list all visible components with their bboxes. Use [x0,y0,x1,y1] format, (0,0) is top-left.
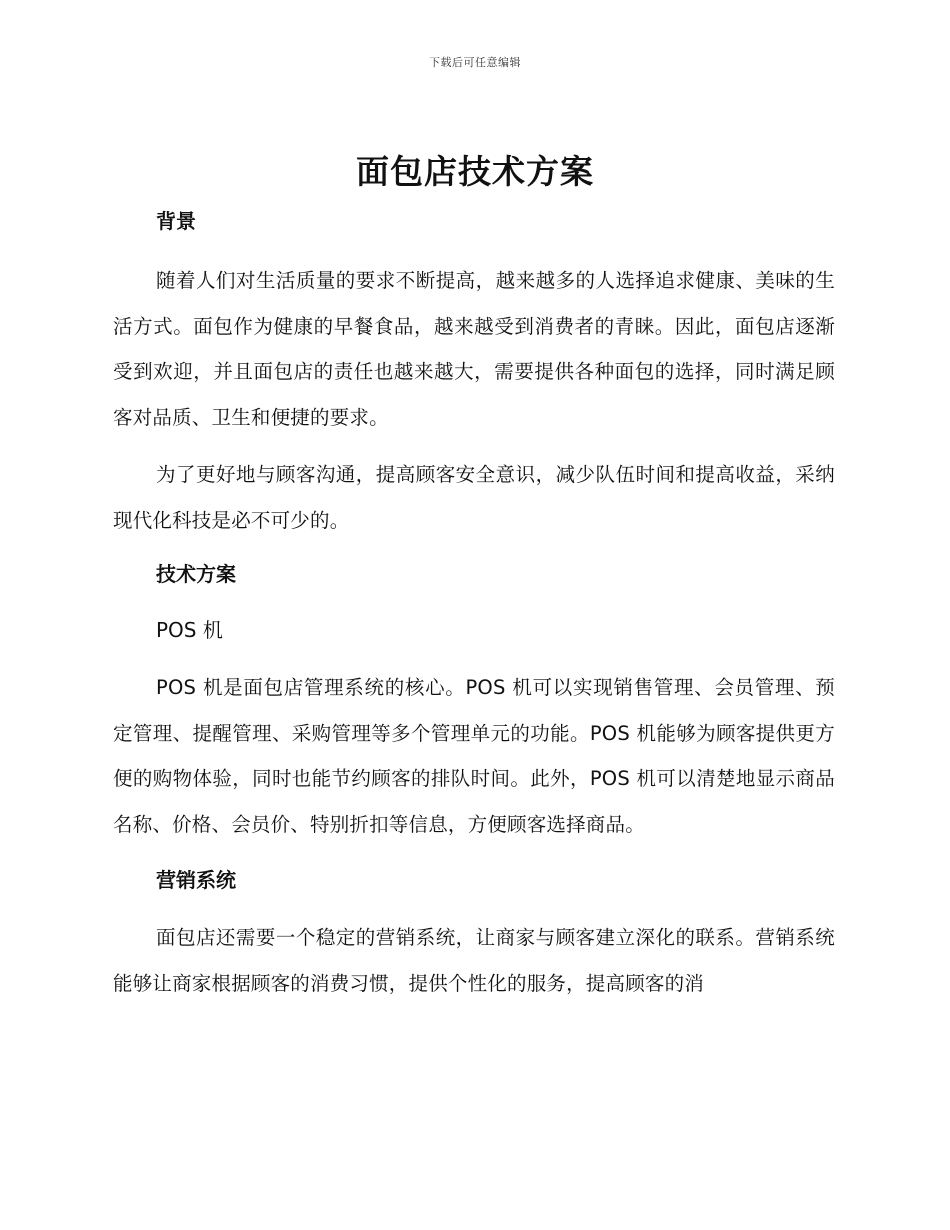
section-heading-background: 背景 [156,209,196,233]
section-heading-tech-plan: 技术方案 [156,562,236,586]
document-title: 面包店技术方案 [356,152,594,191]
paragraph-background-1: 随着人们对生活质量的要求不断提高，越来越多的人选择追求健康、美味的生活方式。面包作为健康的早餐食品，越来越受到消费者的青睐。因此，面包店逐渐受到欢迎，并且面包店的责任也越来越大，需要提供各种面包的选择，同时满足顾客对品质、卫生和便捷的要求。 [113,269,835,429]
paragraph-background-2: 为了更好地与顾客沟通，提高顾客安全意识，减少队伍时间和提高收益，采纳现代化科技是必不可少的。 [113,463,835,532]
section-heading-pos: POS 机 [156,618,223,642]
paragraph-pos: POS 机是面包店管理系统的核心。POS 机可以实现销售管理、会员管理、预定管理、提醒管理、采购管理等多个管理单元的功能。POS 机能够为顾客提供更方便的购物体验，同时也能节约顾客的排队时间。此外，POS 机可以清楚地显示商品名称、价格、会员价、特别折扣等信息，方便顾客选择商品。 [113,676,835,836]
header-note: 下载后可任意编辑 [429,56,521,69]
document-body [113,204,835,1018]
section-heading-marketing: 营销系统 [156,868,236,892]
paragraph-marketing: 面包店还需要一个稳定的营销系统，让商家与顾客建立深化的联系。营销系统能够让商家根据顾客的消费习惯，提供个性化的服务，提高顾客的消 [113,926,835,995]
